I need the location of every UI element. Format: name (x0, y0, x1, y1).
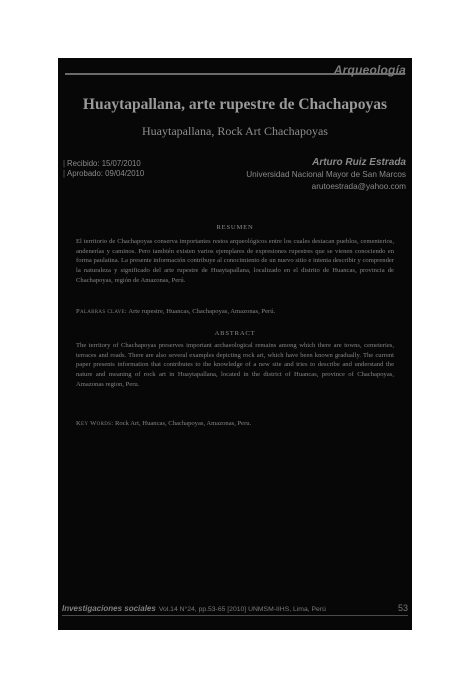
resumen-keywords-text: Arte rupestre, Huancas, Chachapoyas, Amazonas, Perú. (128, 308, 276, 315)
author-name: Arturo Ruiz Estrada (312, 157, 406, 168)
article-subtitle: Huaytapallana, Rock Art Chachapoyas (142, 124, 328, 138)
page-footer (62, 603, 408, 613)
author-affiliation: Universidad Nacional Mayor de San Marcos (246, 170, 406, 179)
abstract-keywords (76, 420, 394, 427)
footer-rule (62, 615, 408, 616)
abstract-keywords-label: Key Words: (76, 420, 114, 427)
page-number: 53 (397, 603, 408, 613)
journal-name: Investigaciones sociales (62, 604, 156, 613)
abstract-keywords-text: Rock Art, Huancas, Chachapoyas, Amazonas, Peru. (115, 420, 252, 427)
approved-date-line: | Aprobado: 09/04/2010 (63, 169, 145, 178)
author-block (246, 157, 406, 193)
received-date-line: | Recibido: 15/07/2010 (63, 159, 141, 168)
resumen-body: El territorio de Chachapoyas conserva importantes restos arqueológicos entre los cuales destacan pueblos, cementerios, andenerías y caminos. Pero también existen varios ejemplares de expresiones rupestres que se vienen conociendo en forma paulatina. La presente información contribuye al conocimiento de un nuevo sitio e intenta describir y comprender la naturaleza y significado del arte rupestre de Huaytapallana, localizado en el distrito de Huancas, provincia de Chachapoyas, región de Amazonas, Perú. (76, 238, 394, 284)
abstract-body: The territory of Chachapoyas preserves important archaeological remains among which there are towns, cemeteries, terraces and roads. There are also several examples depicting rock art, which have been known gradually. The current paper presents information that contributes to the knowledge of a new site and tries to describe and understand the nature and meaning of rock art in Huaytapallana, located in the district of Huancas, province of Chachapoyas, Amazonas region, Peru. (76, 342, 394, 388)
article-title: Huaytapallana, arte rupestre de Chachapoyas (82, 96, 388, 113)
resumen-keywords (76, 308, 394, 315)
resumen-heading: RESUMEN (216, 224, 254, 231)
abstract-heading: ABSTRACT (214, 330, 256, 337)
article-page (58, 58, 412, 630)
approved-date: Aprobado: 09/04/2010 (67, 169, 145, 178)
journal-citation: Vol.14 N°24, pp.53-65 [2010] UNMSM-IIHS, Lima, Perú (158, 606, 326, 613)
received-date: Recibido: 15/07/2010 (67, 159, 141, 168)
section-label: Arqueología (333, 63, 406, 77)
submission-dates (63, 159, 144, 179)
author-email[interactable]: arutoestrada@yahoo.com (311, 182, 406, 191)
resumen-keywords-label: Palabras clave: (76, 308, 128, 315)
